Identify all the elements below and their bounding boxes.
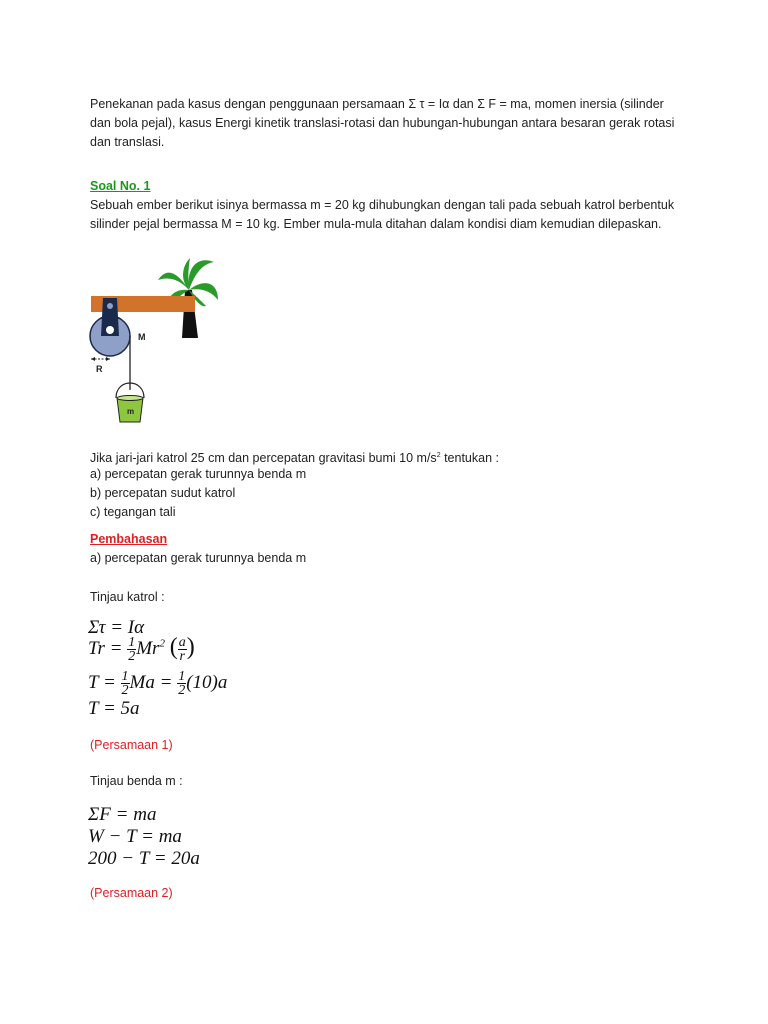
eq1-line4: T = 5a — [88, 698, 140, 719]
pembahasan-title: Pembahasan — [90, 532, 168, 546]
label-M: M — [138, 332, 146, 342]
question-item-b: b) percepatan sudut katrol — [90, 486, 236, 500]
intro-paragraph: Penekanan pada kasus dengan penggunaan persamaan Σ τ = Iα dan Σ F = ma, momen inersia (silinder dan bola pejal), kasus Energi kinetik translasi-rotasi dan hubungan-hubungan antara besaran gerak rotasi dan translasi. — [90, 97, 675, 149]
pulley-figure — [86, 250, 226, 430]
tinjau-katrol: Tinjau katrol : — [90, 590, 165, 604]
eq1-line2: Tr = $\frac{1}{2}$ Mr$^2$ ( $\frac{a}{r}$ ) — [88, 634, 195, 665]
part-a-heading: a) percepatan gerak turunnya benda m — [90, 551, 307, 565]
question-intro: Jika jari-jari katrol 25 cm dan percepatan gravitasi bumi 10 $m/s^2$ tentukan : — [90, 451, 499, 466]
eq2-line2: W − T = ma — [88, 826, 182, 847]
question-item-c: c) tegangan tali — [90, 505, 176, 519]
question-item-a: a) percepatan gerak turunnya benda m — [90, 467, 307, 481]
label-R: R — [96, 364, 103, 374]
label-m: m — [127, 407, 135, 416]
soal-title: Soal No. 1 — [90, 179, 151, 193]
eq2-line1: ΣF = ma — [88, 804, 157, 825]
eq2-line3: 200 − T = 20a — [88, 848, 200, 869]
eq1-line3: T = $\frac{1}{2}$ Ma = $\frac{1}{2}$ (10)a — [88, 669, 228, 698]
eq1-line1: Στ = Iα — [88, 617, 145, 638]
persamaan-2: (Persamaan 2) — [90, 886, 173, 900]
persamaan-1: (Persamaan 1) — [90, 738, 173, 752]
tinjau-benda: Tinjau benda m : — [90, 774, 183, 788]
soal-text: Sebuah ember berikut isinya bermassa m = 20 kg dihubungkan dengan tali pada sebuah katrol berbentuk silinder pejal bermassa M = 10 kg. Ember mula-mula ditahan dalam kondisi diam kemudian dilepaskan. — [90, 198, 675, 231]
